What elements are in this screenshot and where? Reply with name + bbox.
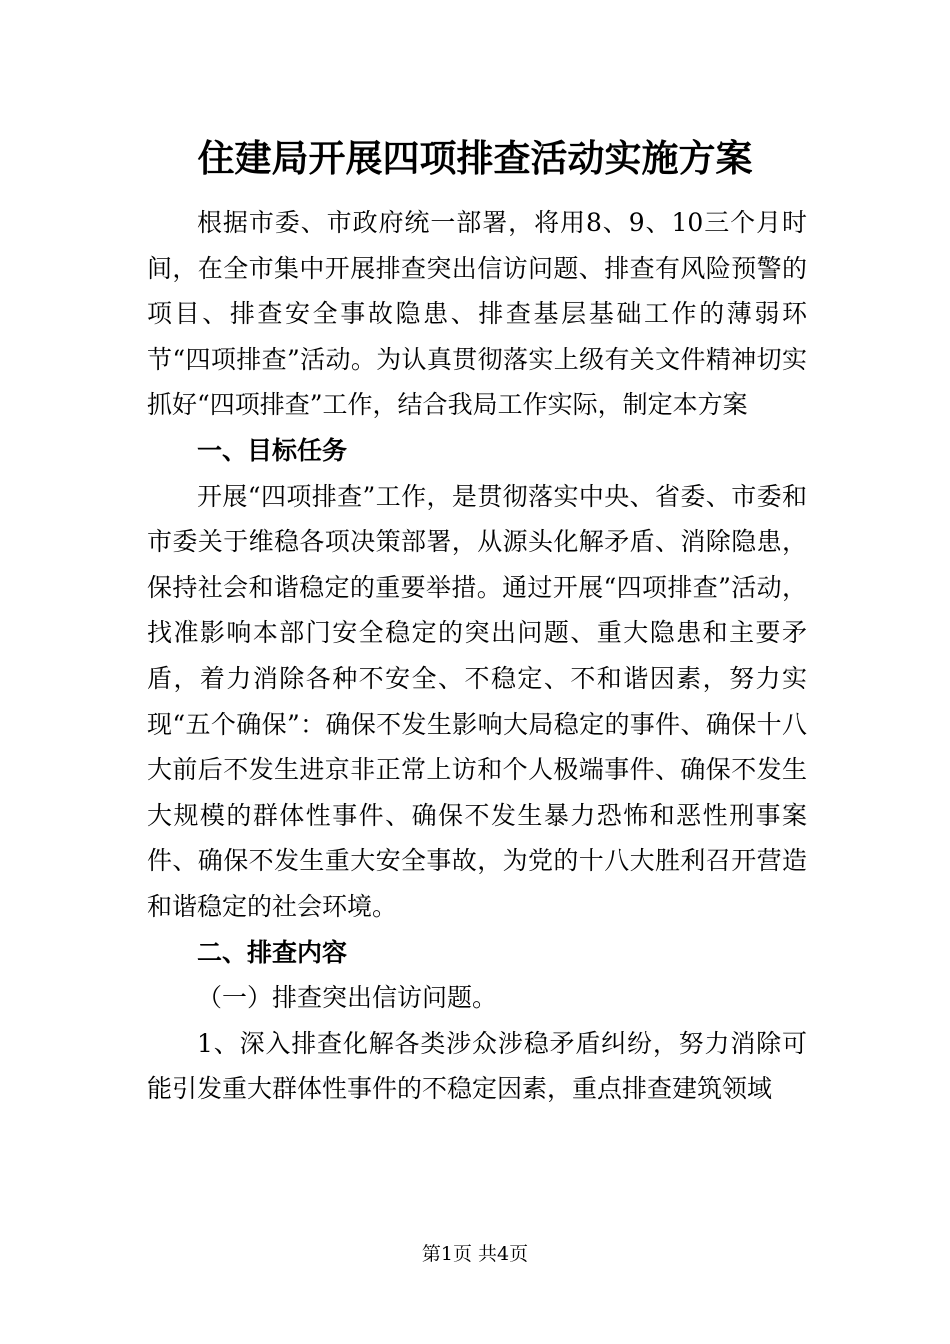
subsection-heading-petitions: （一）排查突出信访问题。 [197, 983, 498, 1013]
document-title: 住建局开展四项排查活动实施方案 [197, 137, 753, 180]
document-body [147, 200, 807, 1112]
section-heading-goals: 一、目标任务 [197, 435, 348, 465]
paragraph-goals: 开展“四项排查”工作，是贯彻落实中央、省委、市委和市委关于维稳各项决策部署，从源头化解矛盾、消除隐患，保持社会和谐稳定的重要举措。通过开展“四项排查”活动，找准影响本部门安全稳定的突出问题、重大隐患和主要矛盾，着力消除各种不安全、不稳定、不和谐因素，努力实现“五个确保”：确保不发生影响大局稳定的事件、确保十八大前后不发生进京非正常上访和个人极端事件、确保不发生大规模的群体性事件、确保不发生暴力恐怖和恶性刑事案件、确保不发生重大安全事故，为党的十八大胜利召开营造和谐稳定的社会环境。 [147, 481, 807, 921]
paragraph-intro: 根据市委、市政府统一部署，将用8、9、10三个月时间，在全市集中开展排查突出信访问题、排查有风险预警的项目、排查安全事故隐患、排查基层基础工作的薄弱环节“四项排查”活动。为认真贯彻落实上级有关文件精神切实抓好“四项排查”工作，结合我局工作实际，制定本方案 [147, 208, 807, 420]
paragraph-item-1: 1、深入排查化解各类涉众涉稳矛盾纠纷，努力消除可能引发重大群体性事件的不稳定因素，重点排查建筑领域 [147, 1028, 807, 1104]
page-number-footer: 第1页 共4页 [421, 1243, 529, 1265]
section-heading-content: 二、排查内容 [197, 937, 348, 967]
